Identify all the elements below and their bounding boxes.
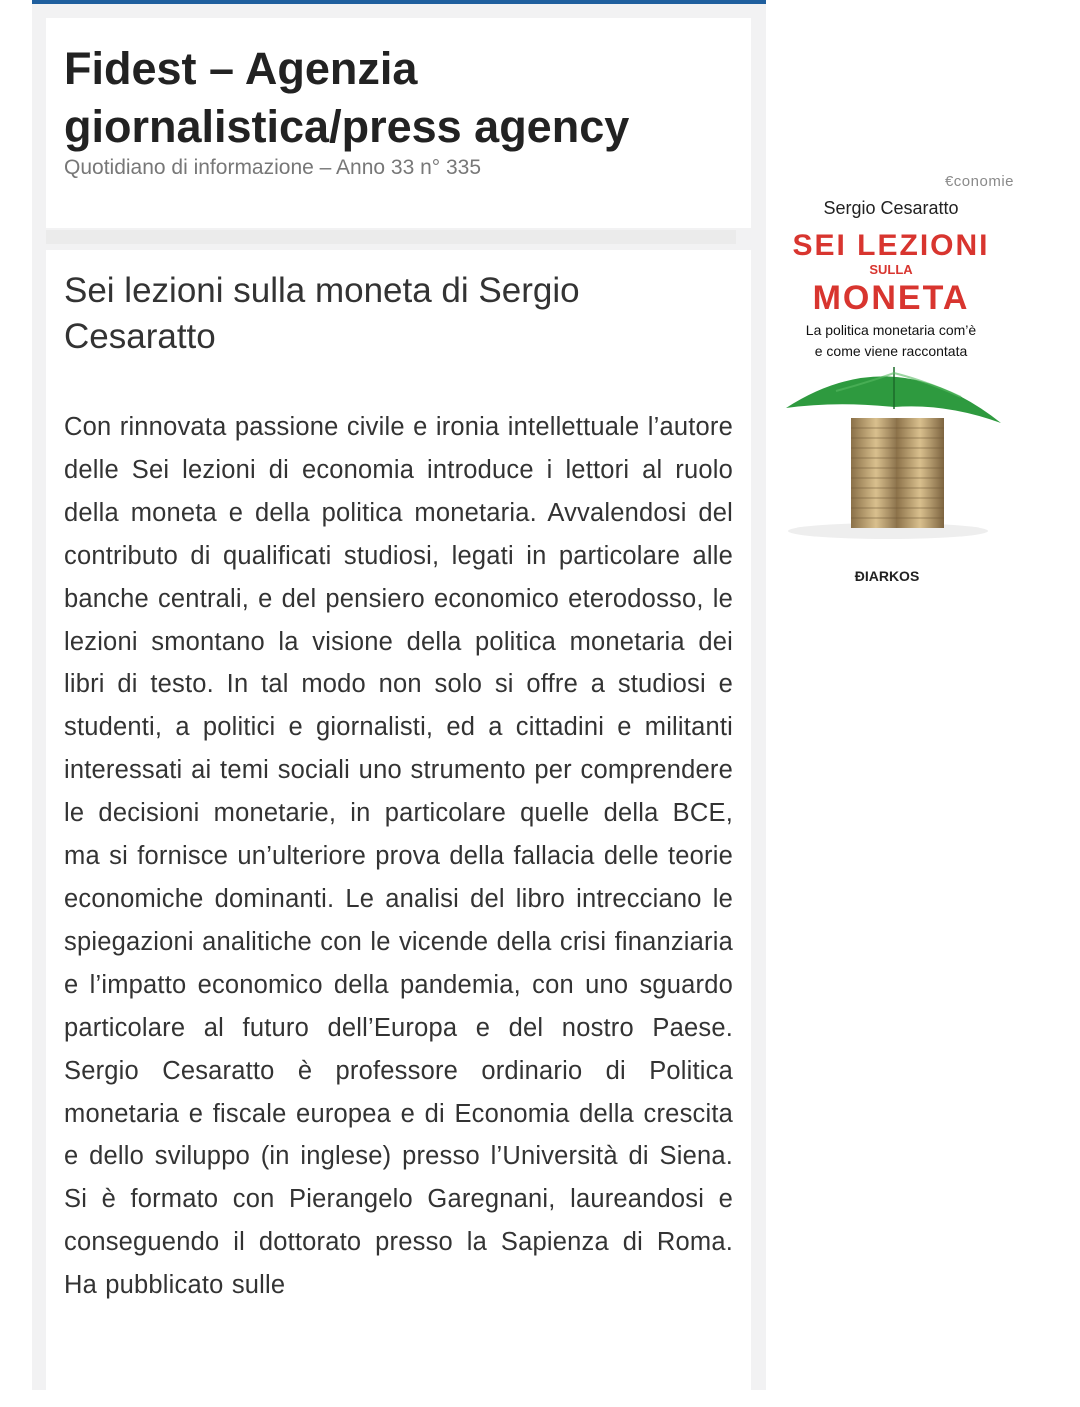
book-title-line-3: MONETA <box>812 279 970 317</box>
book-title-line-2: SULLA <box>869 262 913 277</box>
site-header <box>46 18 751 228</box>
book-title-line-1: SEI LEZIONI <box>792 229 990 262</box>
coin-stacks <box>851 418 944 528</box>
book-cover-image[interactable] <box>766 163 1016 598</box>
book-subtitle-line-2: e come viene raccontata <box>814 343 968 359</box>
book-publisher: ÐIARKOS <box>854 568 920 584</box>
article-body: Con rinnovata passione civile e ironia intellettuale l’autore delle Sei lezioni di economia introduce i lettori al ruolo della moneta e della politica monetaria. Avvalendosi del contributo di qualificati studiosi, legati in particolare alle banche centrali, e del pensiero economico eterodosso, le lezioni smontano la visione della politica monetaria dei libri di testo. In tal modo non solo si offre a studiosi e studenti, a politici e giornalisti, ed a cittadini e militanti interessati ai temi sociali uno strumento per comprendere le decisioni monetarie, in particolare quelle della BCE, ma si fornisce un’ulteriore prova della fallacia delle teorie economiche dominanti. Le analisi del libro intrecciano le spiegazioni analitiche con le vicende della crisi finanziaria e l’impatto economico della pandemia, con uno sguardo particolare al futuro dell’Europa e del nostro Paese. Sergio Cesaratto è professore ordinario di Politica monetaria e fiscale europea e di Economia della crescita e dello sviluppo (in inglese) presso l’Università di Siena. Si è formato con Pierangelo Garegnani, laureandosi e conseguendo il dottorato presso la Sapienza di Roma. Ha pubblicato sulle <box>64 413 733 1300</box>
site-title-link[interactable]: Fidest – Agenzia giornalistica/press agency <box>64 43 630 152</box>
article-title: Sei lezioni sulla moneta di Sergio Cesaratto <box>64 271 580 356</box>
umbrella-over-coins-illustration <box>776 363 1011 548</box>
book-series-label: €conomie <box>944 173 1014 190</box>
article <box>46 250 751 1390</box>
book-subtitle <box>766 320 1016 362</box>
book-subtitle-line-1: La politica monetaria com’è <box>805 322 977 338</box>
site-tagline: Quotidiano di informazione – Anno 33 n° 335 <box>64 156 482 179</box>
book-author: Sergio Cesaratto <box>823 198 959 218</box>
header-separator <box>46 230 736 244</box>
top-accent-bar <box>32 0 766 4</box>
